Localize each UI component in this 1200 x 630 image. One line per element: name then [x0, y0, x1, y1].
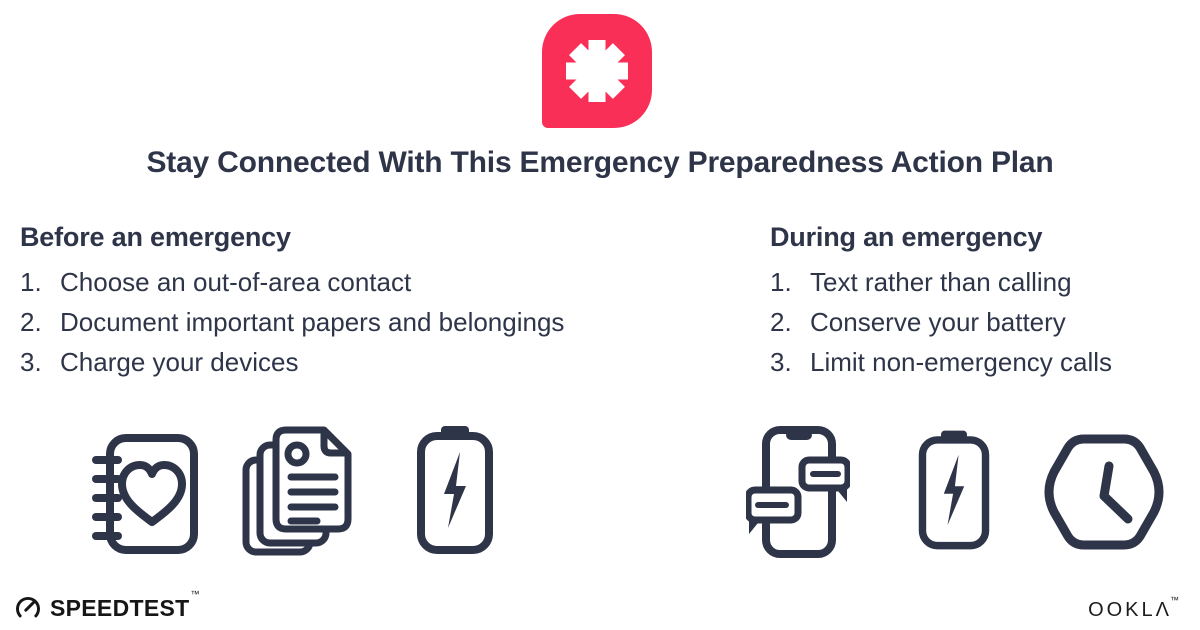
during-list — [770, 262, 1195, 382]
list-text: Text rather than calling — [810, 267, 1072, 297]
emergency-badge — [542, 14, 652, 128]
before-heading: Before an emergency — [20, 222, 291, 252]
documents-stack-icon — [240, 424, 356, 558]
list-item — [770, 262, 1195, 302]
list-item — [20, 302, 730, 342]
list-text: Document important papers and belongings — [60, 307, 565, 337]
list-text: Limit non-emergency calls — [810, 347, 1113, 377]
speedtest-gauge-icon — [14, 594, 42, 622]
list-text: Choose an out-of-area contact — [60, 267, 412, 297]
ookla-wordmark: OOKLΛ — [1088, 599, 1172, 621]
battery-charging-icon — [414, 426, 496, 554]
contact-book-heart-icon — [88, 430, 200, 558]
list-text: Charge your devices — [60, 347, 299, 377]
page-title: Stay Connected With This Emergency Preparedness Action Plan — [146, 146, 1054, 179]
speedtest-wordmark: SPEEDTEST™ — [50, 588, 200, 621]
list-item — [770, 342, 1195, 382]
battery-charging-icon — [916, 428, 992, 552]
trademark-symbol: ™ — [1170, 595, 1182, 605]
list-text: Conserve your battery — [810, 307, 1066, 337]
list-number: 1. — [20, 267, 42, 297]
trademark-symbol: ™ — [190, 588, 200, 599]
phone-messages-icon — [746, 426, 850, 558]
list-item — [770, 302, 1195, 342]
list-number: 2. — [770, 307, 792, 337]
list-item — [20, 342, 730, 382]
list-number: 3. — [20, 347, 42, 377]
section-before-emergency — [20, 220, 730, 382]
before-list — [20, 262, 730, 382]
during-heading: During an emergency — [770, 222, 1043, 252]
list-number: 1. — [770, 267, 792, 297]
medical-asterisk-icon — [564, 38, 630, 104]
list-number: 3. — [770, 347, 792, 377]
speedtest-logo — [14, 588, 200, 622]
section-during-emergency — [770, 220, 1195, 382]
ookla-logo — [1088, 595, 1184, 622]
hexagon-clock-icon — [1042, 430, 1166, 554]
list-item — [20, 262, 730, 302]
list-number: 2. — [20, 307, 42, 337]
